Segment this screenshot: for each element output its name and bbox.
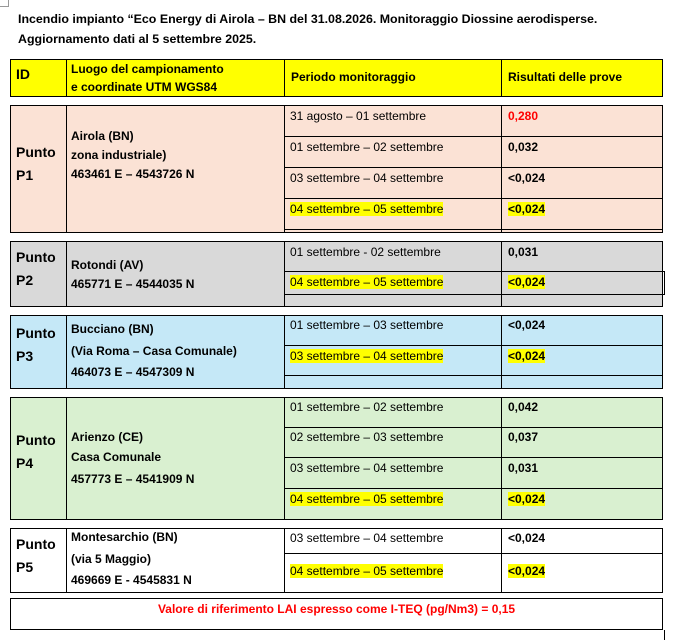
p3-place-detail: (Via Roma – Casa Comunale) — [71, 344, 237, 358]
p1-period-1: 31 agosto – 01 settembre — [290, 109, 427, 123]
p4-result-4: <0,024 — [508, 492, 546, 506]
header-risultati: Risultati delle prove — [508, 70, 623, 84]
p1-result-3: <0,024 — [508, 171, 546, 185]
p2-result-1: 0,031 — [508, 245, 539, 259]
p4-result-3: 0,031 — [508, 461, 539, 475]
reference-value-text: Valore di riferimento LAI espresso come I-TEQ (pg/Nm3) = 0,15 — [157, 602, 516, 616]
p2-period-2: 04 settembre – 05 settembre — [290, 275, 444, 289]
p1-result-4: <0,024 — [508, 202, 546, 216]
p3-divider — [501, 315, 502, 389]
p4-period-1: 01 settembre – 02 settembre — [290, 400, 444, 414]
p1-divider — [284, 105, 285, 233]
p1-period-2: 01 settembre – 02 settembre — [290, 140, 444, 154]
p1-place-detail: zona industriale) — [71, 148, 167, 162]
p4-result-1: 0,042 — [508, 400, 539, 414]
p5-coordinates: 469669 E - 4545831 N — [71, 573, 192, 587]
header-luogo-cell — [66, 59, 285, 97]
p2-place-name: Rotondi (AV) — [71, 258, 144, 272]
row-divider — [284, 198, 663, 199]
row-divider — [284, 553, 663, 554]
p4-divider — [66, 397, 67, 520]
title-line-1: Incendio impianto “Eco Energy di Airola – BN del 31.08.2026. Monitoraggio Diossine aerodisperse. — [18, 12, 598, 26]
p5-place-name: Montesarchio (BN) — [71, 530, 178, 544]
p4-period-3: 03 settembre – 04 settembre — [290, 461, 444, 475]
row-divider — [284, 271, 665, 272]
header-id-cell — [10, 59, 67, 97]
p5-period-1: 03 settembre – 04 settembre — [290, 531, 444, 545]
row-divider — [284, 457, 663, 458]
edge-marker — [664, 630, 665, 640]
row-divider — [284, 375, 663, 376]
p3-result-1: <0,024 — [508, 318, 546, 332]
p4-period-2: 02 settembre – 03 settembre — [290, 430, 444, 444]
p4-period-4: 04 settembre – 05 settembre — [290, 492, 444, 506]
p3-result-2: <0,024 — [508, 349, 546, 363]
p5-result-1: <0,024 — [508, 531, 546, 545]
document-title — [18, 9, 668, 49]
p5-result-2: <0,024 — [508, 564, 546, 578]
p2-divider — [66, 241, 67, 307]
p1-result-1: 0,280 — [508, 109, 539, 123]
p5-divider — [66, 528, 67, 593]
p4-place-name: Arienzo (CE) — [71, 430, 143, 444]
header-risultati-cell — [501, 59, 663, 97]
p1-id-line1: Punto — [16, 144, 56, 160]
p3-coordinates: 464073 E – 4547309 N — [71, 365, 195, 379]
p3-divider — [284, 315, 285, 389]
p3-divider — [66, 315, 67, 389]
p5-place-detail: (via 5 Maggio) — [71, 552, 152, 566]
p2-coordinates: 465771 E – 4544035 N — [71, 277, 195, 291]
row-divider — [284, 229, 663, 230]
p1-period-3: 03 settembre – 04 settembre — [290, 171, 444, 185]
p4-divider — [284, 397, 285, 520]
p1-id-line2: P1 — [16, 167, 34, 183]
p2-period-1: 01 settembre - 02 settembre — [290, 245, 441, 259]
p2-divider — [501, 241, 502, 307]
p3-period-2: 03 settembre – 04 settembre — [290, 349, 444, 363]
row-divider — [284, 345, 663, 346]
row-divider — [284, 136, 663, 137]
p4-id-line1: Punto — [16, 432, 56, 448]
p5-divider — [284, 528, 285, 593]
p1-divider — [66, 105, 67, 233]
p3-place-name: Bucciano (BN) — [71, 322, 154, 336]
row-divider — [284, 167, 663, 168]
p5-period-2: 04 settembre – 05 settembre — [290, 564, 444, 578]
row-divider — [284, 427, 663, 428]
title-line-2: Aggiornamento dati al 5 settembre 2025. — [18, 32, 257, 46]
p5-id-line1: Punto — [16, 536, 56, 552]
header-periodo-cell — [284, 59, 502, 97]
header-id: ID — [16, 66, 30, 82]
row-divider — [284, 294, 665, 295]
p3-id-line1: Punto — [16, 325, 56, 341]
p1-place-name: Airola (BN) — [71, 129, 134, 143]
p4-result-2: 0,037 — [508, 430, 539, 444]
p2-divider — [284, 241, 285, 307]
header-periodo: Periodo monitoraggio — [291, 70, 416, 84]
p2-result-2: <0,024 — [508, 275, 546, 289]
p5-id-line2: P5 — [16, 559, 34, 575]
p1-coordinates: 463461 E – 4543726 N — [71, 167, 195, 181]
p4-divider — [501, 397, 502, 520]
p5-divider — [501, 528, 502, 593]
p4-place-detail: Casa Comunale — [71, 450, 162, 464]
reference-value-box — [10, 598, 663, 630]
p2-id-line1: Punto — [16, 249, 56, 265]
p1-period-4: 04 settembre – 05 settembre — [290, 202, 444, 216]
edge-marker — [664, 271, 665, 295]
p2-id-line2: P2 — [16, 272, 34, 288]
p1-result-2: 0,032 — [508, 140, 539, 154]
header-luogo-line2: e coordinate UTM WGS84 — [71, 80, 218, 94]
p3-id-line2: P3 — [16, 348, 34, 364]
row-divider — [284, 488, 663, 489]
anchor-marker — [0, 0, 9, 7]
p3-period-1: 01 settembre – 03 settembre — [290, 318, 444, 332]
p1-divider — [501, 105, 502, 233]
p4-id-line2: P4 — [16, 455, 34, 471]
header-luogo-line1: Luogo del campionamento — [71, 62, 224, 76]
p4-coordinates: 457773 E – 4541909 N — [71, 472, 195, 486]
